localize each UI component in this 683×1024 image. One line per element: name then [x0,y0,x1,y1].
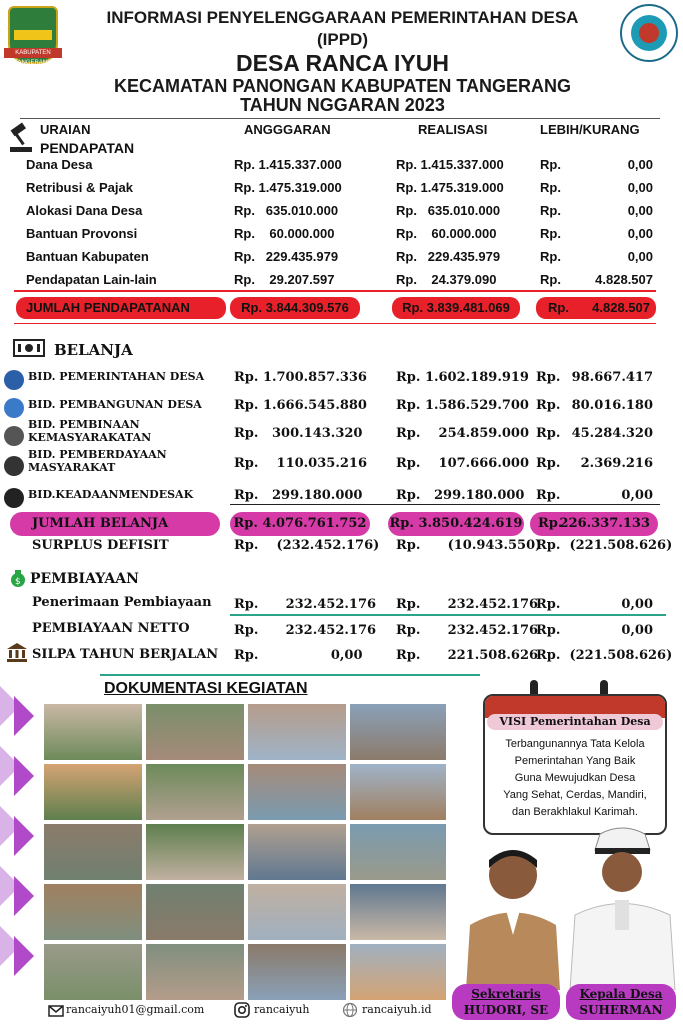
belanja-row-lebih: 0,00 [621,488,653,503]
row-lebih: 0,00 [627,203,653,218]
col-uraian: URAIAN [40,122,91,137]
row-realisasi: Rp. 1.415.337.000 [396,157,504,172]
belanja-row-realisasi: Rp. 107.666.000 [396,456,529,471]
row-lebih: 0,00 [627,157,653,172]
netto-lebih: 0,00 [621,623,653,638]
row-anggaran: Rp. 60.000.000 [234,226,335,241]
documentation-photo [44,884,142,940]
row-label: Pendapatan Lain-lain [26,272,157,287]
documentation-photo [248,884,346,940]
visi-line-2: Pemerintahan Yang Baik [514,755,636,767]
pendapatan-heading: PENDAPATAN [40,140,135,156]
silpa-label: SILPA TAHUN BERJALAN [32,647,219,662]
documentation-photo [248,704,346,760]
kepala-desa-photo [565,820,680,990]
penerimaan-label: Penerimaan Pembiayaan [32,595,212,610]
sekretaris-photo [458,840,568,990]
belanja-row-lebih: 2.369.216 [580,456,653,471]
red-divider-2 [14,323,656,324]
title-line-1: INFORMASI PENYELENGGARAAN PEMERINTAHAN DESA [106,8,579,27]
bidang-icon [4,370,24,390]
documentation-photo [146,944,244,1000]
silpa-anggaran: Rp. 0,00 [234,648,363,663]
belanja-heading: BELANJA [54,341,133,359]
documentation-photo [146,764,244,820]
total-pendapatan-anggaran: Rp. 3.844.309.576 [230,297,360,319]
total-pendapatan-label: JUMLAH PENDAPATANAN [16,297,226,319]
visi-line-5: dan Berakhlakul Karimah. [512,806,638,818]
belanja-row-anggaran: Rp. 1.700.857.336 [234,370,367,385]
netto-anggaran: Rp. 232.452.176 [234,623,377,638]
bidang-icon [4,488,24,508]
teal-divider-2 [100,674,480,676]
documentation-photo [350,704,446,760]
row-realisasi: Rp. 24.379.090 [396,272,497,287]
total-belanja-anggaran: Rp. 4.076.761.752 [230,512,370,536]
belanja-row-anggaran: Rp. 299.180.000 [234,488,363,503]
silpa-realisasi: Rp. 221.508.626 [396,648,539,663]
documentation-photo [350,944,446,1000]
belanja-row-lebih-prefix: Rp. [536,426,561,441]
total-belanja-lebih: Rp. 226.337.133 [530,512,658,536]
row-label: Bantuan Provonsi [26,226,138,241]
row-lebih-prefix: Rp. [540,157,561,172]
row-lebih: 0,00 [627,249,653,264]
visi-title: VISI Pemerintahan Desa [487,714,663,730]
belanja-row-label: BID.KEADAANMENDESAK [28,488,194,501]
footer-instagram[interactable]: rancaiyuh [254,1003,310,1016]
documentation-photo [350,884,446,940]
documentation-photo [44,824,142,880]
penerimaan-realisasi: Rp. 232.452.176 [396,597,539,612]
row-lebih-prefix: Rp. [540,226,561,241]
title-line-5: TAHUN NGGARAN 2023 [240,95,445,115]
surplus-lebih: Rp. (221.508.626) [536,538,673,553]
row-realisasi: Rp. 1.475.319.000 [396,180,504,195]
gavel-icon [8,120,36,154]
documentation-photo [248,824,346,880]
row-realisasi: Rp. 635.010.000 [396,203,501,218]
kemendesa-logo [620,4,678,62]
documentation-photo [146,704,244,760]
email-icon [48,1004,64,1016]
belanja-row-label: BID. PEMERINTAHAN DESA [28,370,205,383]
pembiayaan-heading: PEMBIAYAAN [30,571,139,587]
row-lebih-prefix: Rp. [540,249,561,264]
row-lebih: 4.828.507 [595,272,653,287]
bidang-icon [4,398,24,418]
row-realisasi: Rp. 60.000.000 [396,226,497,241]
netto-label: PEMBIAYAAN NETTO [32,621,190,636]
netto-realisasi: Rp. 232.452.176 [396,623,539,638]
belanja-row-lebih: 45.284.320 [571,426,653,441]
row-realisasi: Rp. 229.435.979 [396,249,501,264]
penerimaan-lebih-prefix: Rp. [536,597,561,612]
belanja-row-realisasi: Rp. 1.602.189.919 [396,370,529,385]
row-lebih-prefix: Rp. [540,180,561,195]
money-icon [12,338,46,358]
total-belanja-realisasi: Rp. 3.850.424.619 [388,512,524,536]
visi-line-1: Terbangunannya Tata Kelola [505,738,645,750]
belanja-row-label: BID. PEMBERDAYAAN MASYARAKAT [28,448,167,474]
belanja-row-lebih-prefix: Rp. [536,370,561,385]
documentation-photo [44,764,142,820]
silpa-lebih: Rp. (221.508.626) [536,648,673,663]
belanja-row-label: BID. PEMBANGUNAN DESA [28,398,202,411]
row-anggaran: Rp. 1.475.319.000 [234,180,342,195]
red-divider [14,290,656,292]
belanja-row-realisasi: Rp. 1.586.529.700 [396,398,529,413]
page-title: DESA RANCA IYUH [236,50,449,76]
belanja-row-realisasi: Rp. 299.180.000 [396,488,525,503]
surplus-anggaran: Rp. (232.452.176) [234,538,380,553]
kepala-desa-tag: Kepala Desa SUHERMAN [566,984,676,1020]
visi-card [483,694,667,835]
money-bag-icon [8,568,28,588]
col-lebih-kurang: LEBIH/KURANG [540,122,640,137]
belanja-row-realisasi: Rp. 254.859.000 [396,426,529,441]
belanja-row-anggaran: Rp. 110.035.216 [234,456,367,471]
belanja-row-anggaran: Rp. 300.143.320 [234,426,363,441]
footer-email[interactable]: rancaiyuh01@gmail.com [66,1003,205,1016]
bidang-icon [4,426,24,446]
belanja-row-anggaran: Rp. 1.666.545.880 [234,398,367,413]
surplus-realisasi: Rp. (10.943.550) [396,538,542,553]
visi-line-4: Yang Sehat, Cerdas, Mandiri, [503,789,647,801]
footer-website[interactable]: rancaiyuh.id [362,1003,432,1016]
row-label: Bantuan Kabupaten [26,249,149,264]
sekretaris-tag: Sekretaris HUDORI, SE [452,984,560,1020]
row-anggaran: Rp. 29.207.597 [234,272,335,287]
penerimaan-lebih: 0,00 [621,597,653,612]
row-anggaran: Rp. 229.435.979 [234,249,339,264]
documentation-photo [350,764,446,820]
row-lebih-prefix: Rp. [540,272,561,287]
netto-lebih-prefix: Rp. [536,623,561,638]
belanja-row-lebih-prefix: Rp. [536,456,561,471]
total-belanja-label: JUMLAH BELANJA [10,512,220,536]
belanja-row-lebih-prefix: Rp. [536,488,561,503]
col-realisasi: REALISASI [418,122,488,137]
kabupaten-logo: KABUPATEN TANGERANG [8,6,58,64]
documentation-photo [350,824,446,880]
teal-divider [230,614,666,616]
visi-line-3: Guna Mewujudkan Desa [514,772,636,784]
globe-icon [342,1002,358,1018]
row-lebih: 0,00 [627,226,653,241]
header-divider [20,118,660,119]
title-line-4: KECAMATAN PANONGAN KABUPATEN TANGERANG [114,76,571,96]
title-line-2: (IPPD) [317,30,368,49]
documentation-photo [44,944,142,1000]
row-lebih-prefix: Rp. [540,203,561,218]
belanja-row-lebih: 98.667.417 [571,370,653,385]
belanja-row-lebih: 80.016.180 [571,398,653,413]
documentation-photo [248,944,346,1000]
documentation-photo [44,704,142,760]
bank-icon [6,642,28,662]
belanja-row-label: BID. PEMBINAAN KEMASYARAKATAN [28,418,152,444]
row-lebih: 0,00 [627,180,653,195]
row-anggaran: Rp. 1.415.337.000 [234,157,342,172]
belanja-row-lebih-prefix: Rp. [536,398,561,413]
row-label: Retribusi & Pajak [26,180,133,195]
instagram-icon [234,1002,250,1018]
row-label: Dana Desa [26,157,93,172]
row-underline [230,504,660,505]
bidang-icon [4,456,24,476]
documentation-photo [146,884,244,940]
total-pendapatan-realisasi: Rp. 3.839.481.069 [392,297,520,319]
chevron-decoration [0,676,40,1006]
dokumentasi-title: DOKUMENTASI KEGIATAN [104,680,308,697]
row-label: Alokasi Dana Desa [26,203,143,218]
svg-text:$: $ [15,577,21,587]
documentation-photo [248,764,346,820]
penerimaan-anggaran: Rp. 232.452.176 [234,597,377,612]
row-anggaran: Rp. 635.010.000 [234,203,339,218]
surplus-label: SURPLUS DEFISIT [32,538,169,553]
documentation-photo [146,824,244,880]
col-anggaran: ANGGGARAN [244,122,331,137]
total-pendapatan-lebih: Rp. 4.828.507 [536,297,656,319]
